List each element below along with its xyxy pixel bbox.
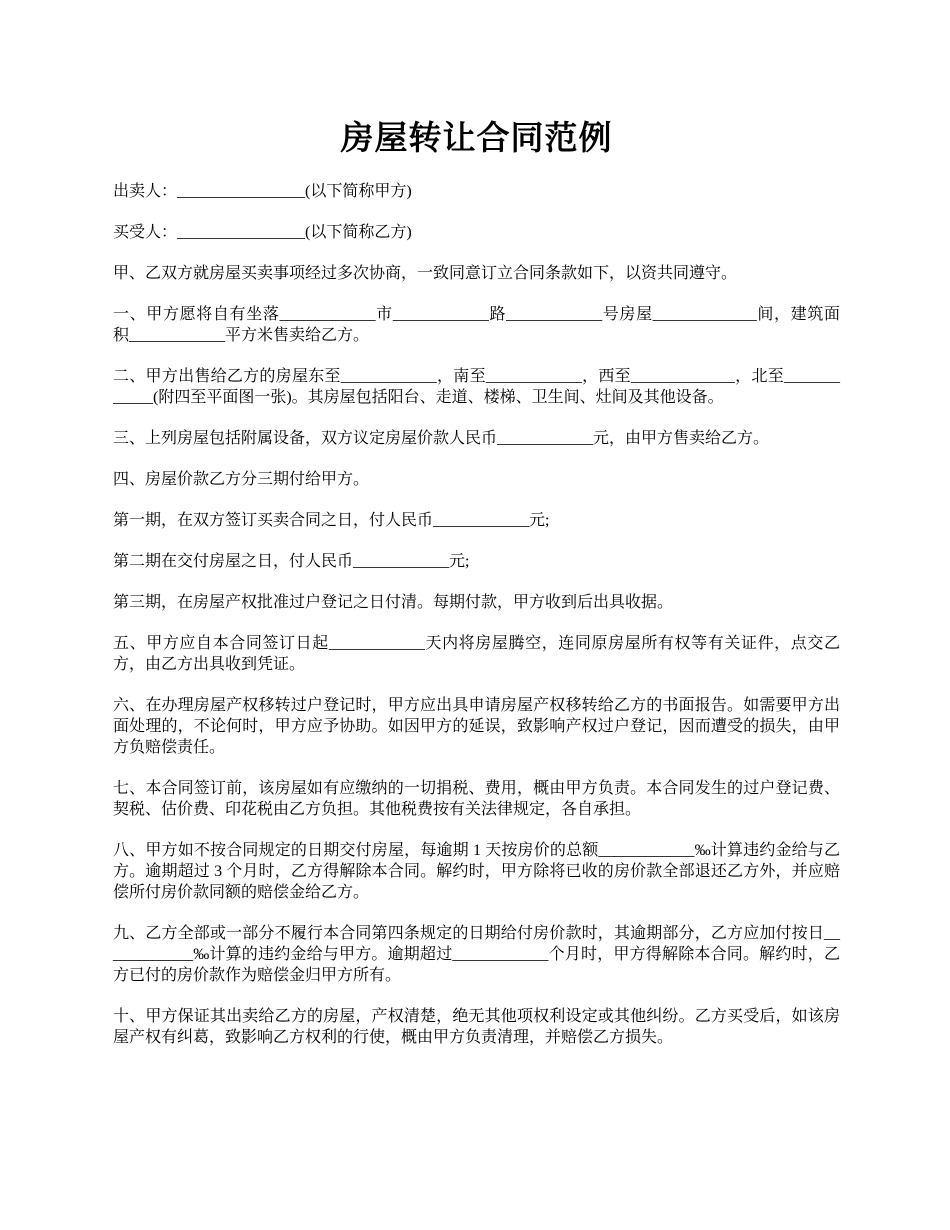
paragraph-clause-6: 六、在办理房屋产权移转过户登记时，甲方应出具申请房屋产权移转给乙方的书面报告。如需要甲方出面处理的，不论何时，甲方应予协助。如因甲方的延误，致影响产权过户登记，因而遭受的损失，由甲方负赔偿责任。 bbox=[113, 697, 840, 756]
document-title: 房屋转让合同范例 bbox=[340, 118, 613, 157]
paragraph-clause-4: 四、房屋价款乙方分三期付给甲方。 bbox=[113, 471, 370, 488]
paragraph-clause-3: 三、上列房屋包括附属设备，双方议定房屋价款人民币____________元，由甲方售卖给乙方。 bbox=[113, 430, 770, 447]
paragraph-buyer: 买受人：________________(以下简称乙方) bbox=[113, 224, 412, 241]
paragraph-clause-10: 十、甲方保证其出卖给乙方的房屋，产权清楚，绝无其他项权利设定或其他纠纷。乙方买受后，如该房屋产权有纠葛，致影响乙方权利的行使，概由甲方负责清理，并赔偿乙方损失。 bbox=[113, 1008, 840, 1046]
paragraph-seller: 出卖人：________________(以下简称甲方) bbox=[113, 183, 412, 200]
paragraph-clause-8: 八、甲方如不按合同规定的日期交付房屋，每逾期 1 天按房价的总额____________‰计算违约金给与乙方。逾期超过 3 个月时，乙方得解除本合同。解约时，甲方除将已收的房价款全部退还乙方外，并应赔偿所付房价款同额的赔偿金给乙方。 bbox=[113, 842, 840, 901]
paragraph-preamble: 甲、乙双方就房屋买卖事项经过多次协商，一致同意订立合同条款如下，以资共同遵守。 bbox=[113, 265, 738, 282]
paragraph-payment-3: 第三期，在房屋产权批准过户登记之日付清。每期付款，甲方收到后出具收据。 bbox=[113, 594, 674, 611]
paragraph-clause-1: 一、甲方愿将自有坐落____________市____________路____________号房屋_____________间，建筑面积____________平方米售卖给乙方。 bbox=[113, 306, 840, 344]
paragraph-clause-5: 五、甲方应自本合同签订日起____________天内将房屋腾空，连同原房屋所有权等有关证件，点交乙方，由乙方出具收到凭证。 bbox=[113, 635, 840, 673]
paragraph-clause-2: 二、甲方出售给乙方的房屋东至____________，南至____________，西至_____________，北至____________(附四至平面图一张)。其房屋包括阳台、走道、楼梯、卫生间、灶间及其他设备。 bbox=[113, 368, 840, 406]
document-page bbox=[113, 112, 840, 1068]
paragraph-payment-2: 第二期在交付房屋之日，付人民币____________元; bbox=[113, 553, 470, 570]
paragraph-payment-1: 第一期，在双方签订买卖合同之日，付人民币____________元; bbox=[113, 512, 550, 529]
paragraph-clause-9: 九、乙方全部或一部分不履行本合同第四条规定的日期给付房价款时，其逾期部分，乙方应加付按日____________‰计算的违约金给与甲方。逾期超过____________个月时，甲方得解除本合同。解约时，乙方已付的房价款作为赔偿金归甲方所有。 bbox=[113, 925, 840, 984]
paragraph-clause-7: 七、本合同签订前，该房屋如有应缴纳的一切捐税、费用，概由甲方负责。本合同发生的过户登记费、契税、估价费、印花税由乙方负担。其他税费按有关法律规定，各自承担。 bbox=[113, 780, 840, 818]
